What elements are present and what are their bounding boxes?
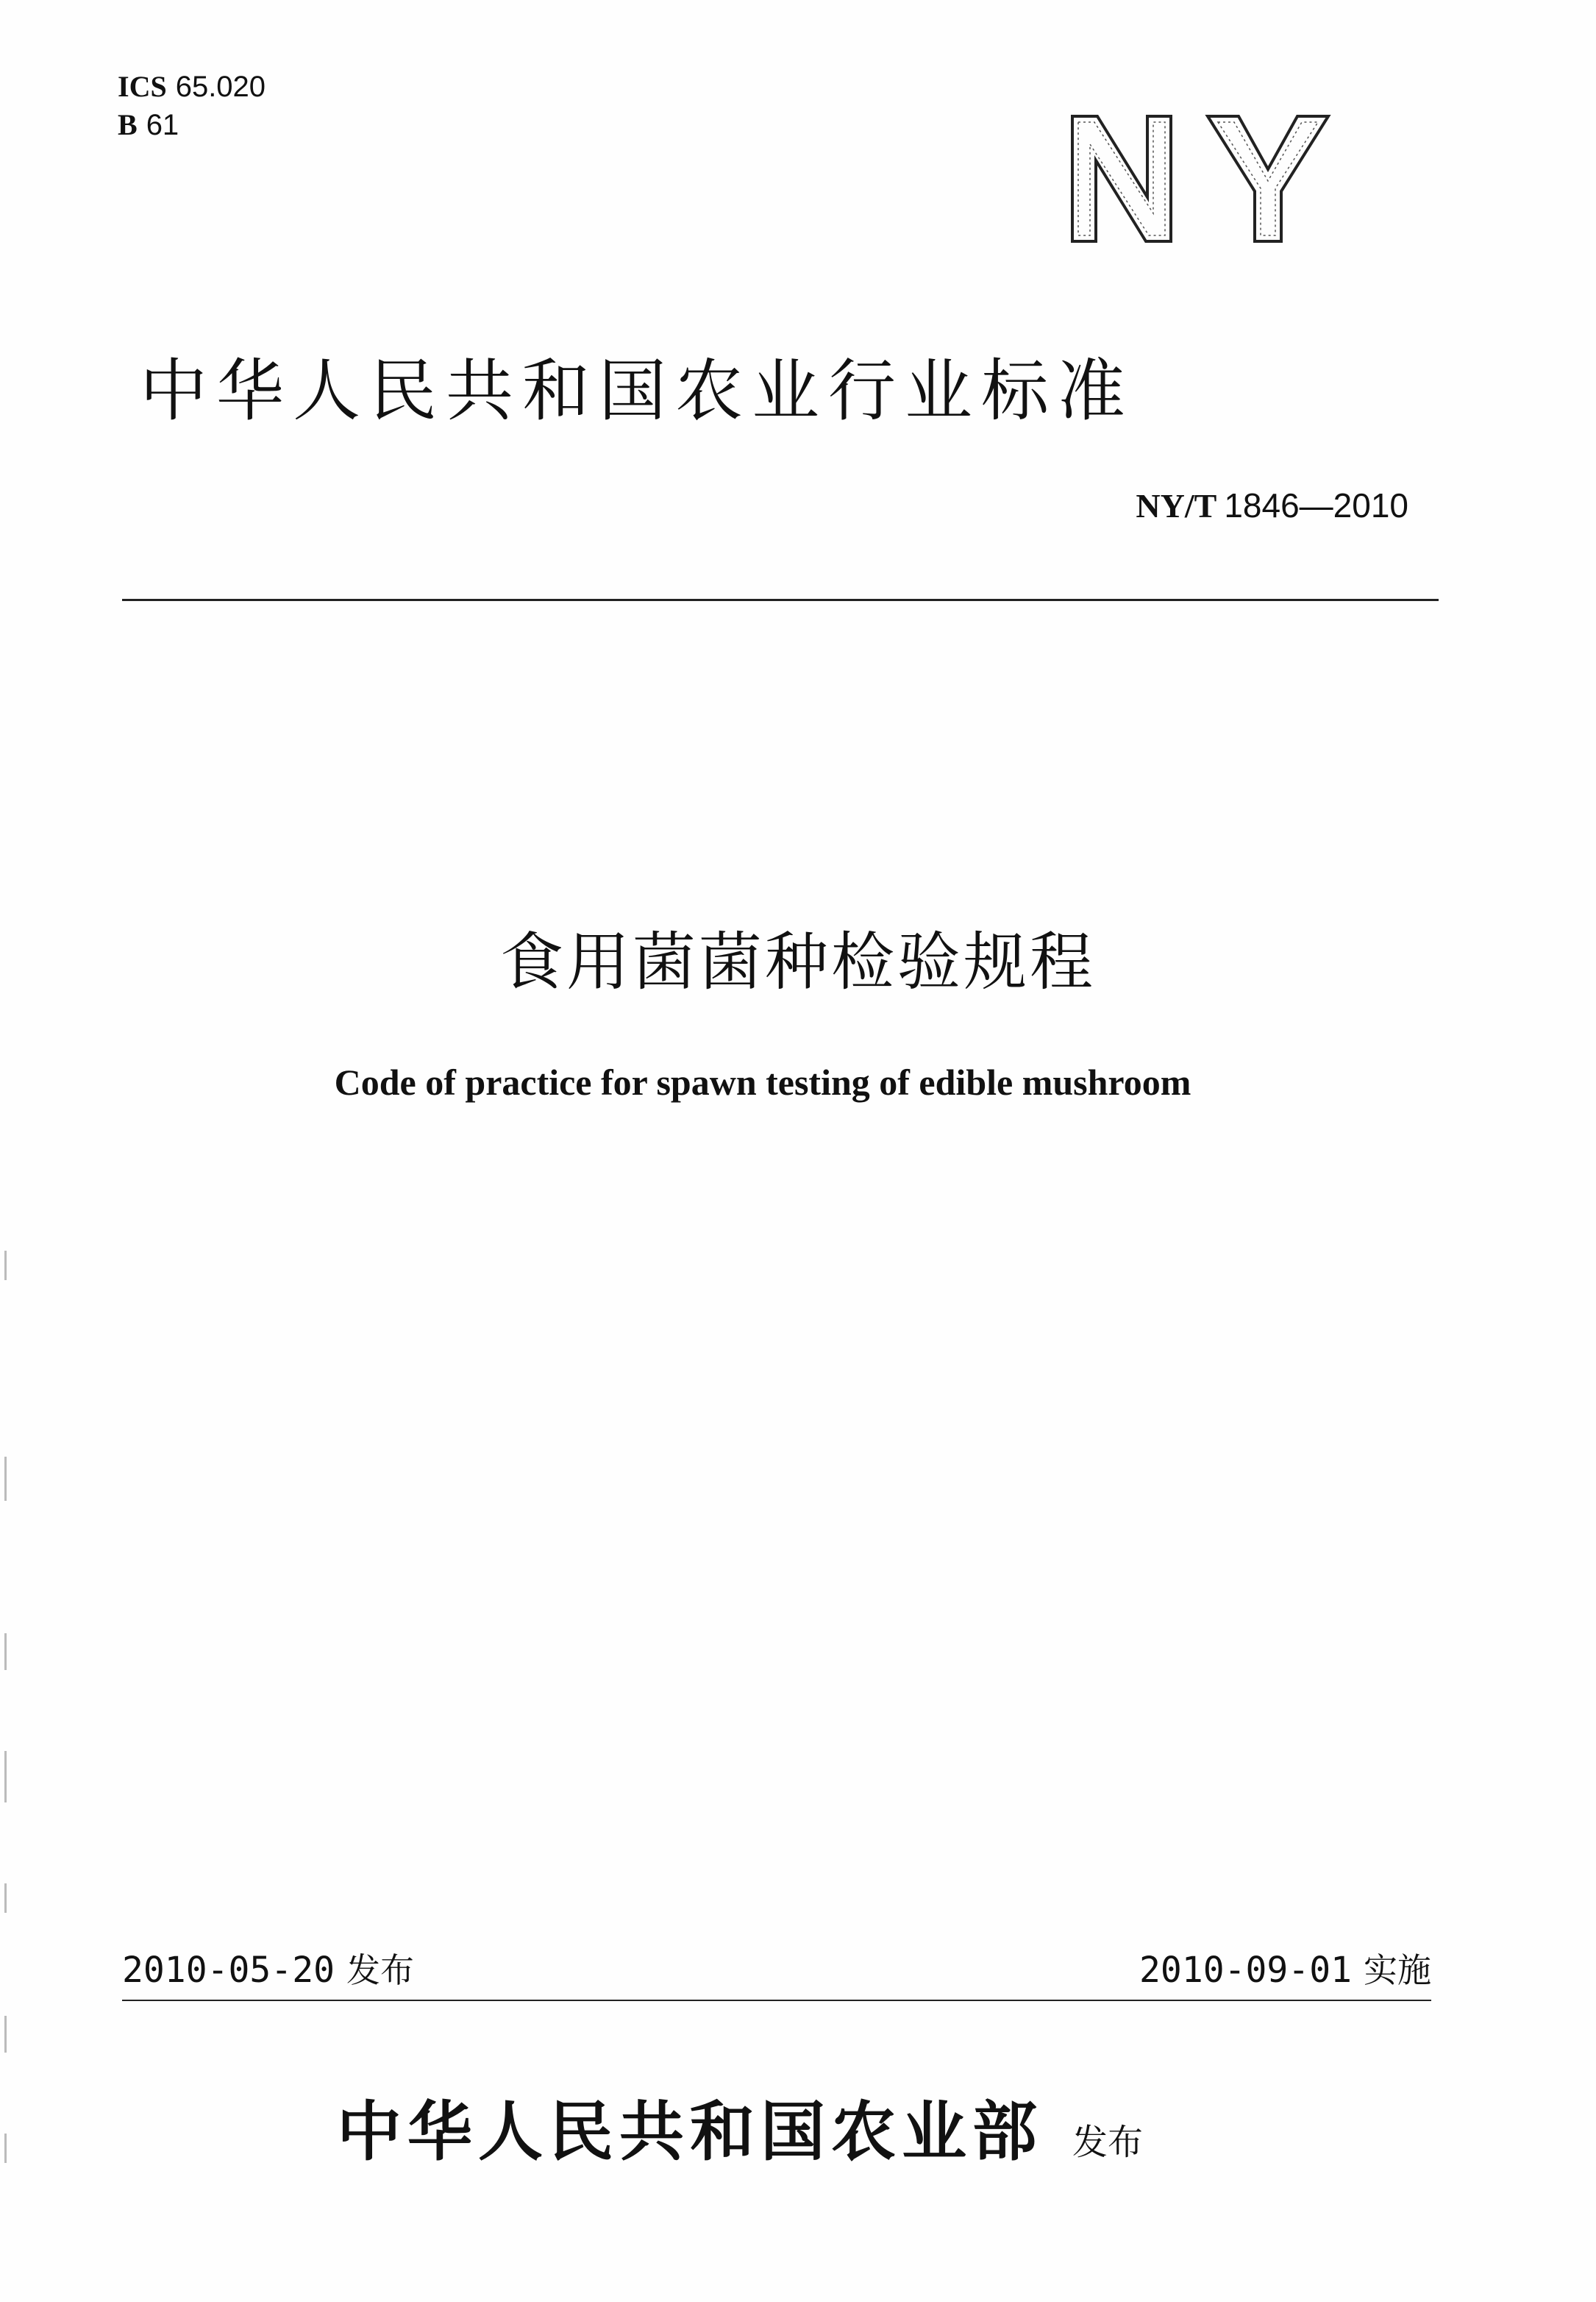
release-date: 2010-05-20	[122, 1950, 335, 1991]
scan-artifact	[4, 1633, 7, 1670]
document-title-en: Code of practice for spawn testing of edible mushroom	[334, 1062, 1191, 1103]
scan-artifact	[4, 2134, 7, 2163]
issuer-block	[337, 2081, 1143, 2173]
release-date-block	[122, 1944, 414, 1992]
scan-artifact	[4, 2016, 7, 2053]
standard-number	[1136, 486, 1408, 525]
ics-code: 65.020	[175, 71, 266, 103]
ics-label: ICS	[118, 70, 167, 103]
document-title-cn: 食用菌菌种检验规程	[500, 926, 1096, 999]
header-divider	[122, 599, 1439, 601]
ccs-label: B	[118, 108, 138, 141]
scan-artifact	[4, 1251, 7, 1280]
classification-block	[118, 68, 266, 144]
effective-date: 2010-09-01	[1139, 1950, 1352, 1991]
scan-artifact	[4, 1751, 7, 1802]
standard-number-prefix: NY/T	[1136, 487, 1217, 525]
standard-title: 中华人民共和国农业行业标准	[140, 352, 1135, 430]
scan-artifact	[4, 1883, 7, 1913]
ics-line	[118, 68, 266, 106]
standard-number-code: 1846—2010	[1224, 486, 1408, 525]
issuer-name: 中华人民共和国农业部	[337, 2093, 1044, 2170]
effective-label: 实施	[1364, 1950, 1431, 1990]
scan-artifact	[4, 1457, 7, 1501]
ny-logo	[1068, 110, 1333, 246]
effective-date-block	[1139, 1944, 1431, 1992]
ccs-line	[118, 106, 266, 144]
issuer-suffix: 发布	[1072, 2122, 1144, 2163]
footer-divider	[122, 2000, 1431, 2001]
release-label: 发布	[346, 1950, 414, 1990]
ccs-code: 61	[146, 109, 179, 141]
